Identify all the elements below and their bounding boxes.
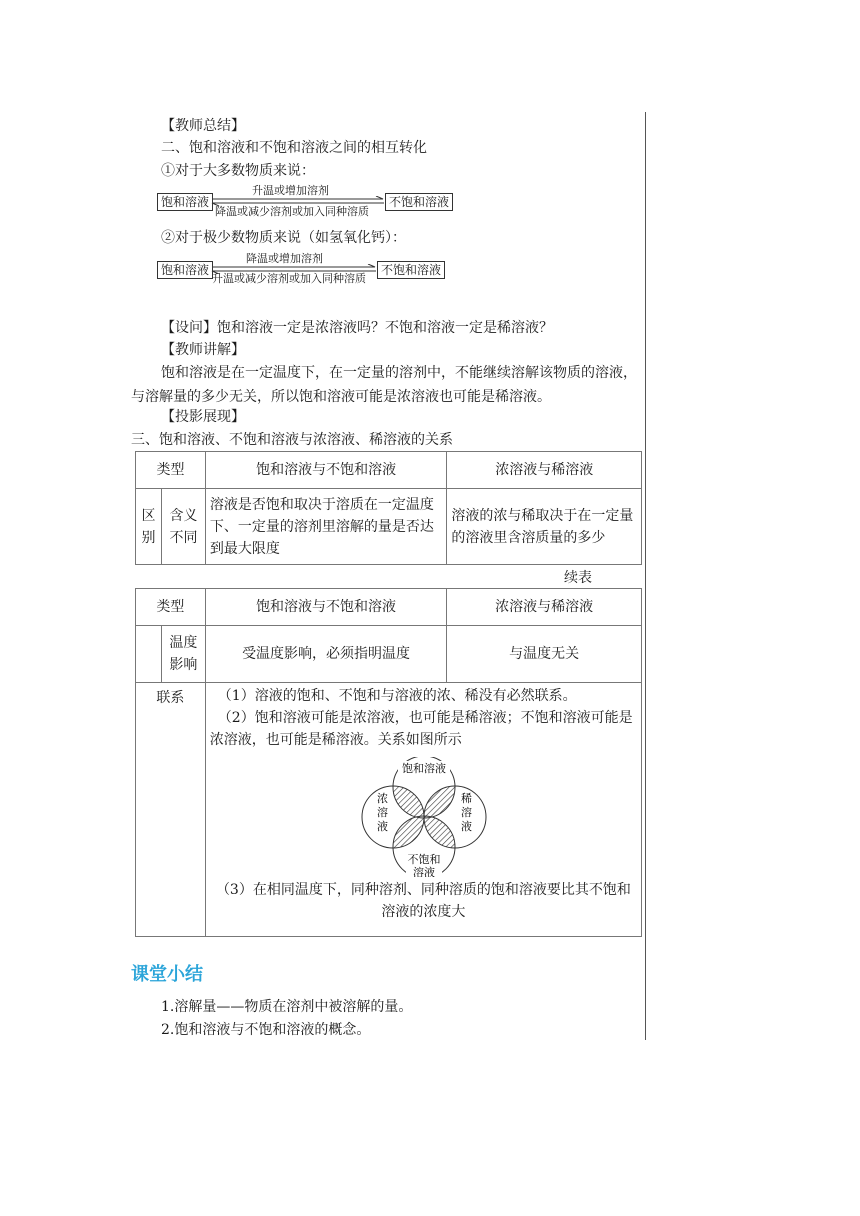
venn-bottom-label-2: 溶液 — [412, 866, 435, 877]
saturated-box: 饱和溶液 — [157, 261, 213, 279]
meaning-label: 含义不同 — [161, 489, 205, 565]
relation-label: 联系 — [136, 683, 206, 937]
teacher-explain-label: 【教师讲解】 — [161, 342, 245, 358]
difference-cont-cell — [136, 626, 162, 683]
projection-label: 【投影展现】 — [161, 409, 245, 425]
header-type: 类型 — [136, 589, 206, 626]
venn-diagram — [360, 757, 490, 877]
unsaturated-box: 不饱和溶液 — [385, 193, 453, 211]
relation-point-1: （1）溶液的饱和、不饱和与溶液的浓、稀没有必然联系。 — [217, 688, 577, 704]
temperature-saturated: 受温度影响，必须指明温度 — [205, 626, 447, 683]
summary-item-1: 1.溶解量——物质在溶剂中被溶解的量。 — [161, 999, 413, 1015]
section-2-title: 二、饱和溶液和不饱和溶液之间的相互转化 — [161, 140, 427, 156]
relation-point-2: （2）饱和溶液可能是浓溶液，也可能是稀溶液；不饱和溶液可能是浓溶液，也可能是稀溶液。关系如图所示 — [209, 710, 633, 748]
header-saturated: 饱和溶液与不饱和溶液 — [205, 452, 446, 489]
relation-table-part-1 — [135, 451, 642, 565]
question-text: 【设问】饱和溶液一定是浓溶液吗？不饱和溶液一定是稀溶液？ — [161, 320, 553, 336]
header-concentrated: 浓溶液与稀溶液 — [447, 589, 642, 626]
meaning-concentrated: 溶液的浓与稀取决于在一定量的溶液里含溶质量的多少 — [447, 489, 642, 565]
relation-point-3: （3）在相同温度下，同种溶剂、同种溶质的饱和溶液要比其不饱和溶液的浓度大 — [215, 882, 631, 920]
venn-left-label: 浓溶液 — [376, 792, 388, 833]
summary-item-2: 2.饱和溶液与不饱和溶液的概念。 — [161, 1022, 371, 1038]
header-concentrated: 浓溶液与稀溶液 — [447, 452, 642, 489]
venn-right-label: 稀溶液 — [460, 792, 472, 833]
meaning-saturated: 溶液是否饱和取决于溶质在一定温度下、一定量的溶剂里溶解的量是否达到最大限度 — [205, 489, 446, 565]
case-2-label: ②对于极少数物质来说（如氢氧化钙）： — [161, 230, 406, 246]
continued-label: 续表 — [564, 570, 592, 586]
venn-bottom-label-1: 不饱和 — [407, 853, 441, 866]
unsaturated-box: 不饱和溶液 — [377, 261, 445, 279]
header-saturated: 饱和溶液与不饱和溶液 — [205, 589, 447, 626]
temperature-label: 温度影响 — [161, 626, 205, 683]
difference-label: 区别 — [136, 489, 162, 565]
teacher-summary-label: 【教师总结】 — [161, 118, 245, 134]
right-margin-line — [645, 112, 646, 1040]
summary-title: 课堂小结 — [131, 964, 203, 985]
double-arrow-icon — [210, 196, 386, 206]
backward-condition: 升温或减少溶剂或加入同种溶质 — [212, 272, 366, 285]
double-arrow-icon — [210, 264, 378, 274]
temperature-concentrated: 与温度无关 — [447, 626, 642, 683]
backward-condition: 降温或减少溶剂或加入同种溶质 — [215, 205, 369, 218]
section-3-title: 三、饱和溶液、不饱和溶液与浓溶液、稀溶液的关系 — [131, 432, 453, 448]
relation-content — [205, 683, 641, 937]
case-1-label: ①对于大多数物质来说： — [161, 163, 315, 179]
forward-condition: 降温或增加溶剂 — [246, 252, 323, 265]
relation-table-part-2 — [135, 588, 642, 937]
venn-top-label: 饱和溶液 — [401, 762, 446, 775]
saturated-box: 饱和溶液 — [157, 193, 213, 211]
forward-condition: 升温或增加溶剂 — [252, 184, 329, 197]
header-type: 类型 — [136, 452, 206, 489]
explain-paragraph: 饱和溶液是在一定温度下，在一定量的溶剂中，不能继续溶解该物质的溶液，与溶解量的多少无关，所以饱和溶液可能是浓溶液也可能是稀溶液。 — [131, 365, 637, 405]
